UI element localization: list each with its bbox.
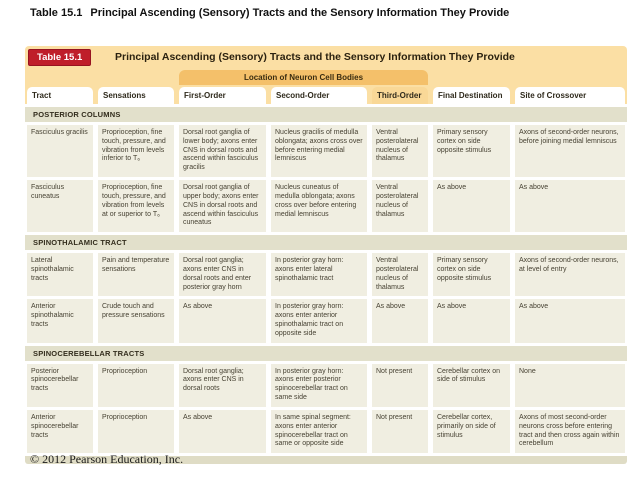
table-cell: In posterior gray horn: axons enter lateral spinothalamic tract [271, 253, 367, 296]
page-title-text: Principal Ascending (Sensory) Tracts and the Sensory Information They Provide [90, 7, 510, 19]
table-cell: Cerebellar cortex on side of stimulus [433, 364, 510, 407]
table-cell: Proprioception, fine touch, pressure, and vibration from levels inferior to T₆ [98, 125, 174, 177]
table-cell: Dorsal root ganglia; axons enter CNS in dorsal roots and enter posterior gray horn [179, 253, 266, 296]
table-cell: Primary sensory cortex on side opposite stimulus [433, 125, 510, 177]
column-header-sensations: Sensations [98, 87, 174, 104]
column-header-first-order: First-Order [179, 87, 266, 104]
table-cell: Ventral posterolateral nucleus of thalamus [372, 253, 428, 296]
table-cell: Nucleus cuneatus of medulla oblongata; axons cross over before entering medial lemniscus [271, 180, 367, 232]
table-cell: Ventral posterolateral nucleus of thalamus [372, 125, 428, 177]
table-cell: As above [372, 299, 428, 342]
table-cell: Not present [372, 410, 428, 453]
table-number-badge: Table 15.1 [28, 49, 91, 66]
table-cell: Dorsal root ganglia of lower body; axons enter CNS in dorsal roots and ascend within fasciculus gracilis [179, 125, 266, 177]
table-cell: Dorsal root ganglia; axons enter CNS in dorsal roots [179, 364, 266, 407]
column-header-final-destination: Final Destination [433, 87, 510, 104]
table-cell: In same spinal segment: axons enter anterior spinocerebellar tract on same or opposite side [271, 410, 367, 453]
section-header-spinocerebellar-tracts: SPINOCEREBELLAR TRACTS [25, 346, 627, 361]
table-cell: As above [179, 410, 266, 453]
page-title [30, 7, 509, 19]
table-cell: As above [433, 180, 510, 232]
table-cell: Fasciculus gracilis [27, 125, 93, 177]
table-row-anterior-spinocerebellar [25, 410, 627, 453]
column-header-site-of-crossover: Site of Crossover [515, 87, 625, 104]
table-cell: In posterior gray horn: axons enter posterior spinocerebellar tract on same side [271, 364, 367, 407]
table-body [25, 107, 627, 464]
table-row-posterior-spinocerebellar [25, 364, 627, 407]
table-row-anterior-spinothalamic [25, 299, 627, 342]
table-cell: As above [515, 299, 625, 342]
table-cell: Nucleus gracilis of medulla oblongata; axons cross over before entering medial lemniscus [271, 125, 367, 177]
table-cell: Dorsal root ganglia of upper body; axons enter CNS in dorsal roots and ascend within fasciculus cuneatus [179, 180, 266, 232]
table-cell: Lateral spinothalamic tracts [27, 253, 93, 296]
table-title: Principal Ascending (Sensory) Tracts and the Sensory Information They Provide [115, 51, 515, 63]
table-cell: Ventral posterolateral nucleus of thalamus [372, 180, 428, 232]
column-header-second-order: Second-Order [271, 87, 367, 104]
column-header-tract: Tract [27, 87, 93, 104]
table-cell: Proprioception [98, 364, 174, 407]
table-cell: Pain and temperature sensations [98, 253, 174, 296]
table-cell: Anterior spinothalamic tracts [27, 299, 93, 342]
table-cell: Proprioception, fine touch, pressure, and vibration from levels at or superior to T₆ [98, 180, 174, 232]
table-cell: Anterior spinocerebellar tracts [27, 410, 93, 453]
table-cell: As above [433, 299, 510, 342]
column-header-row [25, 87, 627, 104]
table-cell: Not present [372, 364, 428, 407]
table-cell: Axons of most second-order neurons cross before entering tract and then cross again within cerebellum [515, 410, 625, 453]
column-header-third-order: Third-Order [372, 87, 428, 104]
section-header-posterior-columns: POSTERIOR COLUMNS [25, 107, 627, 122]
section-header-spinothalamic-tract: SPINOTHALAMIC TRACT [25, 235, 627, 250]
table-cell: As above [515, 180, 625, 232]
table-cell: Posterior spinocerebellar tracts [27, 364, 93, 407]
table-cell: Fasciculus cuneatus [27, 180, 93, 232]
table-cell: Axons of second-order neurons, at level of entry [515, 253, 625, 296]
table-row-fasciculus-gracilis [25, 125, 627, 177]
table-cell: In posterior gray horn: axons enter anterior spinothalamic tract on opposite side [271, 299, 367, 342]
group-header-location-of-neuron-cell-bodies: Location of Neuron Cell Bodies [179, 70, 428, 85]
table-row-lateral-spinothalamic [25, 253, 627, 296]
table-cell: As above [179, 299, 266, 342]
table-cell: Crude touch and pressure sensations [98, 299, 174, 342]
sensory-tracts-table [25, 46, 627, 464]
copyright-notice: © 2012 Pearson Education, Inc. [30, 452, 184, 466]
table-row-fasciculus-cuneatus [25, 180, 627, 232]
page-title-label: Table 15.1 [30, 7, 83, 19]
table-cell: Cerebellar cortex, primarily on side of stimulus [433, 410, 510, 453]
table-header-band [25, 46, 627, 104]
table-cell: None [515, 364, 625, 407]
table-cell: Primary sensory cortex on side opposite stimulus [433, 253, 510, 296]
table-cell: Axons of second-order neurons, before joining medial lemniscus [515, 125, 625, 177]
table-cell: Proprioception [98, 410, 174, 453]
